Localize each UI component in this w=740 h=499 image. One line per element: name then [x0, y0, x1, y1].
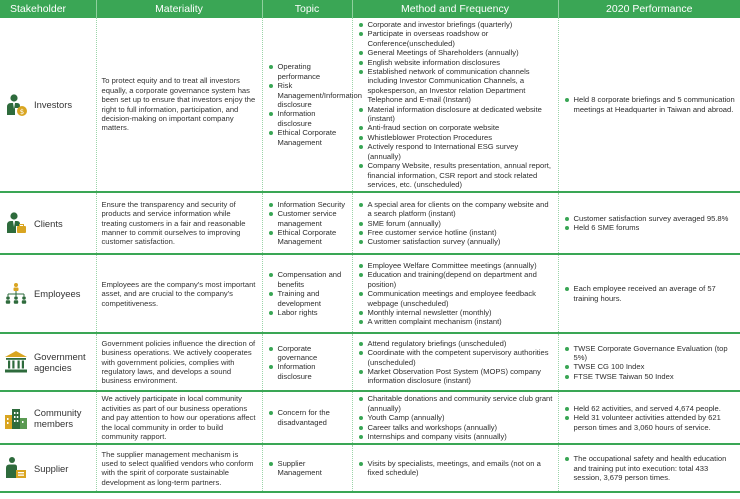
topic-item: Supplier Management [268, 459, 347, 478]
table-header-row [0, 0, 740, 18]
materiality-cell: To protect equity and to treat all investors equally, a corporate governance system has been set up to ensure that investors enjoy the right to full information, participation, and decision-making on important company matters. [96, 18, 262, 192]
performance-item: Each employee received an average of 57 training hours. [564, 284, 736, 303]
method-list [358, 200, 553, 247]
stakeholder-cell [0, 18, 96, 192]
method-item: Participate in overseas roadshow or Conference(unscheduled) [358, 29, 553, 48]
topic-item: Risk Management/Information disclosure [268, 81, 347, 109]
topic-cell [262, 391, 352, 444]
header-materiality: Materiality [96, 0, 262, 18]
topic-cell [262, 333, 352, 391]
performance-list [564, 214, 736, 233]
topic-item: Customer service management [268, 209, 347, 228]
method-item: English website information disclosures [358, 58, 553, 67]
topic-list [268, 408, 347, 427]
method-item: Coordinate with the competent supervisory authorities (unscheduled) [358, 348, 553, 367]
performance-list [564, 95, 736, 114]
topic-item: Information disclosure [268, 109, 347, 128]
method-item: Charitable donations and community service club grant (annually) [358, 394, 553, 413]
method-item: Company Website, results presentation, annual report, financial information, CSR report and stock related services, etc. (unscheduled) [358, 161, 553, 189]
method-item: Employee Welfare Committee meetings (annually) [358, 261, 553, 270]
method-cell [352, 18, 558, 192]
materiality-cell: The supplier management mechanism is used to select qualified vendors who conform with the spirit of corporate sustainable development as long-term partners. [96, 444, 262, 492]
stakeholder-name: Government agencies [34, 351, 86, 374]
method-cell [352, 444, 558, 492]
svg-text:$: $ [19, 107, 25, 116]
method-item: Free customer service hotline (instant) [358, 228, 553, 237]
performance-item: Held 62 activities, and served 4,674 people. [564, 404, 736, 413]
topic-list [268, 200, 347, 247]
investor-icon [4, 93, 28, 117]
topic-item: Corporate governance [268, 344, 347, 363]
topic-item: Compensation and benefits [268, 270, 347, 289]
materiality-cell: Ensure the transparency and security of products and service information while treating customers in a fair and reasonable manner to commit ourselves to improving customer satisfaction. [96, 192, 262, 254]
topic-item: Information Security [268, 200, 347, 209]
performance-item: Held 6 SME forums [564, 223, 736, 232]
method-item: Visits by specialists, meetings, and emails (not on a fixed schedule) [358, 459, 553, 478]
method-list [358, 20, 553, 189]
performance-list [564, 284, 736, 303]
stakeholder-name: Community members [34, 406, 82, 429]
method-list [358, 394, 553, 441]
topic-cell [262, 254, 352, 333]
method-item: A special area for clients on the company website and a search platform (instant) [358, 200, 553, 219]
header-topic: Topic [262, 0, 352, 18]
performance-cell [558, 444, 740, 492]
topic-item: Training and development [268, 289, 347, 308]
topic-list [268, 459, 347, 478]
performance-list [564, 344, 736, 382]
stakeholder-name: Employees [34, 288, 81, 300]
method-item: Established network of communication channels including Investor Communication Channels, a spokesperson, an Investor relation Department Telephone and E-mail (Instant) [358, 67, 553, 105]
topic-list [268, 270, 347, 317]
stakeholder-row-employees [0, 254, 740, 333]
topic-item: Concern for the disadvantaged [268, 408, 347, 427]
topic-item: Ethical Corporate Management [268, 228, 347, 247]
stakeholder-row-supplier [0, 444, 740, 492]
materiality-cell: Employees are the company’s most important asset, and are crucial to the company's competitiveness. [96, 254, 262, 333]
method-item: Whistleblower Protection Procedures [358, 133, 553, 142]
method-list [358, 339, 553, 386]
method-item: Corporate and investor briefings (quarterly) [358, 20, 553, 29]
method-item: Communication meetings and employee feedback webpage (unscheduled) [358, 289, 553, 308]
topic-list [268, 62, 362, 147]
method-item: General Meetings of Shareholders (annually) [358, 48, 553, 57]
topic-item: Operating performance [268, 62, 347, 81]
materiality-cell: Government policies influence the direction of business operations. We actively cooperates with government policies, complies with regulatory laws, and develops a sound business environment. [96, 333, 262, 391]
performance-list [564, 404, 736, 432]
topic-item: Information disclosure [268, 362, 347, 381]
stakeholder-cell [0, 333, 96, 391]
method-item: Customer satisfaction survey (annually) [358, 237, 553, 246]
performance-item: FTSE TWSE Taiwan 50 Index [564, 372, 736, 381]
method-cell [352, 254, 558, 333]
client-icon [4, 211, 28, 235]
method-item: Material information disclosure at dedicated website (instant) [358, 105, 553, 124]
performance-item: The occupational safety and health education and training put into execution: total 433 session, 3,679 person times. [564, 454, 736, 482]
method-list [358, 261, 553, 327]
stakeholder-row-investors [0, 18, 740, 192]
method-item: Monthly internal newsletter (monthly) [358, 308, 553, 317]
method-item: Youth Camp (annually) [358, 413, 553, 422]
stakeholder-cell [0, 391, 96, 444]
performance-item: Held 31 volunteer activities attended by 621 person times and 3,060 hours of service. [564, 413, 736, 432]
method-item: SME forum (annually) [358, 219, 553, 228]
stakeholder-name: Clients [34, 217, 63, 229]
method-cell [352, 391, 558, 444]
community-buildings-icon [4, 406, 28, 430]
topic-cell [262, 444, 352, 492]
performance-cell [558, 192, 740, 254]
supplier-icon [4, 456, 28, 480]
stakeholder-name: Investors [34, 99, 73, 111]
topic-list [268, 344, 347, 382]
performance-item: TWSE Corporate Governance Evaluation (top 5%) [564, 344, 736, 363]
method-list [358, 459, 553, 478]
method-cell [352, 333, 558, 391]
performance-item: Customer satisfaction survey averaged 95.8% [564, 214, 736, 223]
method-item: Attend regulatory briefings (unscheduled) [358, 339, 553, 348]
stakeholder-row-government-agencies [0, 333, 740, 391]
topic-cell [262, 192, 352, 254]
performance-cell [558, 254, 740, 333]
performance-item: Held 8 corporate briefings and 5 communication meetings at Headquarter in Taiwan and abroad. [564, 95, 736, 114]
stakeholder-cell [0, 444, 96, 492]
header-2020-performance: 2020 Performance [558, 0, 740, 18]
performance-item: TWSE CG 100 Index [564, 362, 736, 371]
performance-cell [558, 333, 740, 391]
method-item: Market Observation Post System (MOPS) company information disclosure (instant) [358, 367, 553, 386]
government-building-icon [4, 350, 28, 374]
method-cell [352, 192, 558, 254]
method-item: Anti-fraud section on corporate website [358, 123, 553, 132]
topic-item: Labor rights [268, 308, 347, 317]
stakeholder-cell [0, 254, 96, 333]
performance-list [564, 454, 736, 482]
method-item: Internships and company visits (annually) [358, 432, 553, 441]
stakeholder-row-community-members [0, 391, 740, 444]
method-item: Education and training(depend on department and position) [358, 270, 553, 289]
stakeholder-name: Supplier [34, 462, 69, 474]
topic-cell [262, 18, 362, 192]
method-item: A written complaint mechanism (instant) [358, 317, 553, 326]
method-item: Career talks and workshops (annually) [358, 423, 553, 432]
header-method-frequency: Method and Frequency [352, 0, 558, 18]
stakeholder-row-clients [0, 192, 740, 254]
performance-cell [558, 18, 740, 192]
topic-item: Ethical Corporate Management [268, 128, 347, 147]
stakeholder-cell [0, 192, 96, 254]
employee-hierarchy-icon [4, 282, 28, 306]
materiality-cell: We actively participate in local community activities as part of our business operations and pay attention to how our operations affect the local community in order to build community rapport. [96, 391, 262, 444]
method-item: Actively respond to International ESG survey (annually) [358, 142, 553, 161]
performance-cell [558, 391, 740, 444]
header-stakeholder: Stakeholder [0, 0, 96, 18]
